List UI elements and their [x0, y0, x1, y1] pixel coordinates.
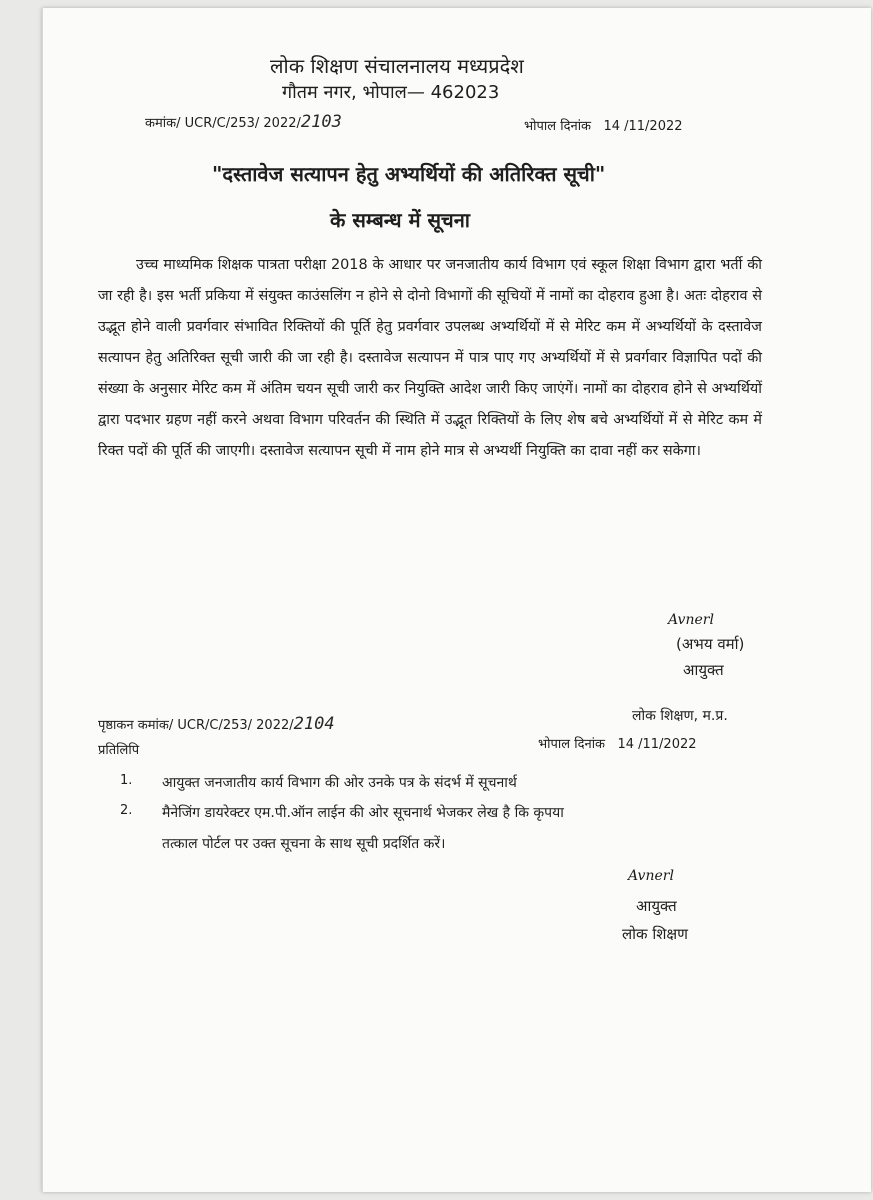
copy-item-number: 2.: [120, 803, 133, 818]
copy-item-number: 1.: [120, 773, 133, 788]
copy-item-text: आयुक्त जनजातीय कार्य विभाग की ओर उनके पत्र के संदर्भ में सूचनार्थ: [162, 775, 517, 791]
copy-label: प्रतिलिपि: [98, 743, 140, 758]
endorsement-office: लोक शिक्षण, म.प्र.: [632, 708, 728, 724]
order-ref-number: 2103: [300, 112, 342, 132]
order-ref-prefix: कमांक/ UCR/C/253/ 2022/: [145, 116, 301, 131]
signatory-designation: आयुक्त: [683, 661, 724, 679]
endorsement-date-label: भोपाल दिनांक: [538, 737, 606, 752]
endorsement-date: [538, 734, 697, 752]
office-name: लोक शिक्षण संचालनालय मध्यप्रदेश: [270, 54, 524, 78]
order-date-label: भोपाल दिनांक: [524, 119, 592, 134]
endorsement-reference: [98, 714, 335, 734]
notice-body: उच्च माध्यमिक शिक्षक पात्रता परीक्षा 2018 के आधार पर जनजातीय कार्य विभाग एवं स्कूल शिक्षा विभाग द्वारा भर्ती की जा रही है। इस भर्ती प्रकिया में संयुक्त काउंसलिंग न होने से दोनो विभागों की सूचियों में नामों का दोहराव हुआ है। अतः दोहराव से उद्भूत होने वाली प्रवर्गवार संभावित रिक्तियों की पूर्ति हेतु प्रवर्गवार उपलब्ध अभ्यर्थियों में से मेरिट कम में अभ्यर्थियों के दस्तावेज सत्यापन हेतु अतिरिक्त सूची जारी की जा रही है। दस्तावेज सत्यापन में पात्र पाए गए अभ्यर्थियों में से प्रवर्गवार विज्ञापित पदों की संख्या के अनुसार मेरिट कम में अंतिम चयन सूची जारी कर नियुक्ति आदेश जारी किए जाएंगें। नामों का दोहराव होने से अभ्यर्थियों द्वारा पदभार ग्रहण नहीं करने अथवा विभाग परिवर्तन की स्थिति में उद्भूत रिक्तियों के लिए शेष बचे अभ्यर्थियों में से मेरिट कम में रिक्त पदों की पूर्ति की जाएगी। दस्तावेज सत्यापन सूची में नाम होने मात्र से अभ्यर्थी नियुक्ति का दावा नहीं कर सकेगा।: [98, 257, 762, 459]
order-reference: [145, 112, 342, 132]
notice-subtitle: के सम्बन्ध में सूचना: [330, 208, 470, 232]
signatory-name: (अभय वर्मा): [676, 635, 745, 653]
final-signature: Avnerl: [628, 868, 674, 884]
copy-item-text-continued: तत्काल पोर्टल पर उक्त सूचना के साथ सूची प्रदर्शित करें।: [162, 836, 446, 852]
commissioner-signature: Avnerl: [668, 612, 714, 628]
order-date-value: 14 /11/2022: [603, 119, 683, 134]
final-signatory-office: लोक शिक्षण: [622, 925, 689, 943]
endorsement-ref-prefix: पृष्ठाकन कमांक/ UCR/C/253/ 2022/: [98, 718, 294, 733]
office-address: गौतम नगर, भोपाल— 462023: [282, 82, 500, 103]
final-signatory-designation: आयुक्त: [636, 897, 677, 915]
notice-title: "दस्तावेज सत्यापन हेतु अभ्यर्थियों की अतिरिक्त सूची": [212, 162, 606, 186]
copy-item-text: मैनेजिंग डायरेक्टर एम.पी.ऑन लाईन की ओर सूचनार्थ भेजकर लेख है कि कृपया: [162, 805, 564, 821]
order-date: [524, 116, 683, 134]
endorsement-date-value: 14 /11/2022: [617, 737, 697, 752]
endorsement-ref-number: 2104: [293, 714, 335, 734]
